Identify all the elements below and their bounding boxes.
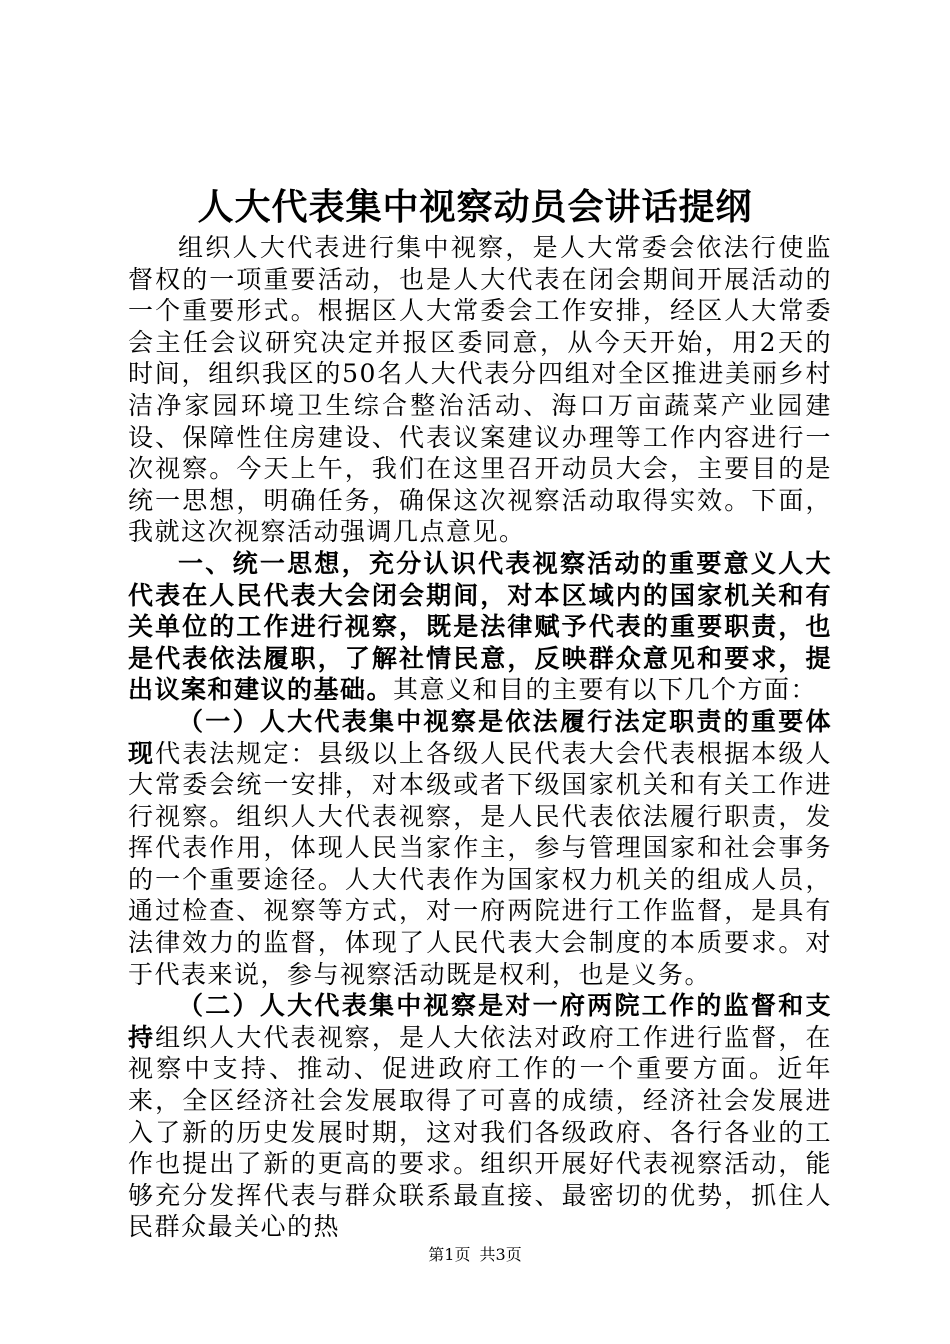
paragraph-section-1	[128, 548, 832, 706]
paragraph-intro: 组织人大代表进行集中视察，是人大常委会依法行使监督权的一项重要活动，也是人大代表在闭会期间开展活动的一个重要形式。根据区人大常委会工作安排，经区人大常委会主任会议研究决定并报区委同意，从今天开始，用2天的时间，组织我区的50名人大代表分四组对全区推进美丽乡村洁净家园环境卫生综合整治活动、海口万亩蔬菜产业园建设、保障性住房建设、代表议案建议办理等工作内容进行一次视察。今天上午，我们在这里召开动员大会，主要目的是统一思想，明确任务，确保这次视察活动取得实效。下面，我就这次视察活动强调几点意见。	[128, 233, 832, 547]
page-total: 共3页	[479, 1245, 522, 1264]
subsection-1-heading: （一）人大代表集中视察是依法履行法定职责的重要体现	[128, 706, 832, 768]
paragraph-subsection-2	[128, 990, 832, 1243]
subsection-2-heading: （二）人大代表集中视察是对一府两院工作的监督和支持	[128, 991, 832, 1052]
section-1-heading: 一、统一思想，充分认识代表视察活动的重要意义人大代表在人民代表大会闭会期间，对本区域内的国家机关和有关单位的工作进行视察，既是法律赋予代表的重要职责，也是代表依法履职，了解社情民意，反映群众意见和要求，提出议案和建议的基础。	[128, 548, 832, 705]
document-body	[128, 232, 832, 1243]
subsection-1-text: 代表法规定：县级以上各级人民代表大会代表根据本级人大常委会统一安排，对本级或者下级国家机关和有关工作进行视察。组织人大代表视察，是人民代表依法履行职责，发挥代表作用，体现人民当家作主，参与管理国家和社会事务的一个重要途径。人大代表作为国家权力机关的组成人员，通过检查、视察等方式，对一府两院进行工作监督，是具有法律效力的监督，体现了人民代表大会制度的本质要求。对于代表来说，参与视察活动既是权利，也是义务。	[128, 738, 832, 989]
paragraph-subsection-1	[128, 706, 832, 990]
page-footer	[0, 1245, 950, 1265]
document-title: 人大代表集中视察动员会讲话提纲	[197, 186, 753, 228]
section-1-text: 其意义和目的主要有以下几个方面：	[393, 675, 818, 705]
page-number: 第1页	[428, 1245, 471, 1264]
subsection-2-text: 组织人大代表视察，是人大依法对政府工作进行监督，在视察中支持、推动、促进政府工作的一个重要方面。近年来，全区经济社会发展取得了可喜的成绩，经济社会发展进入了新的历史发展时期，这对我们各级政府、各行各业的工作也提出了新的更高的要求。组织开展好代表视察活动，能够充分发挥代表与群众联系最直接、最密切的优势，抓住人民群众最关心的热	[128, 1022, 832, 1242]
